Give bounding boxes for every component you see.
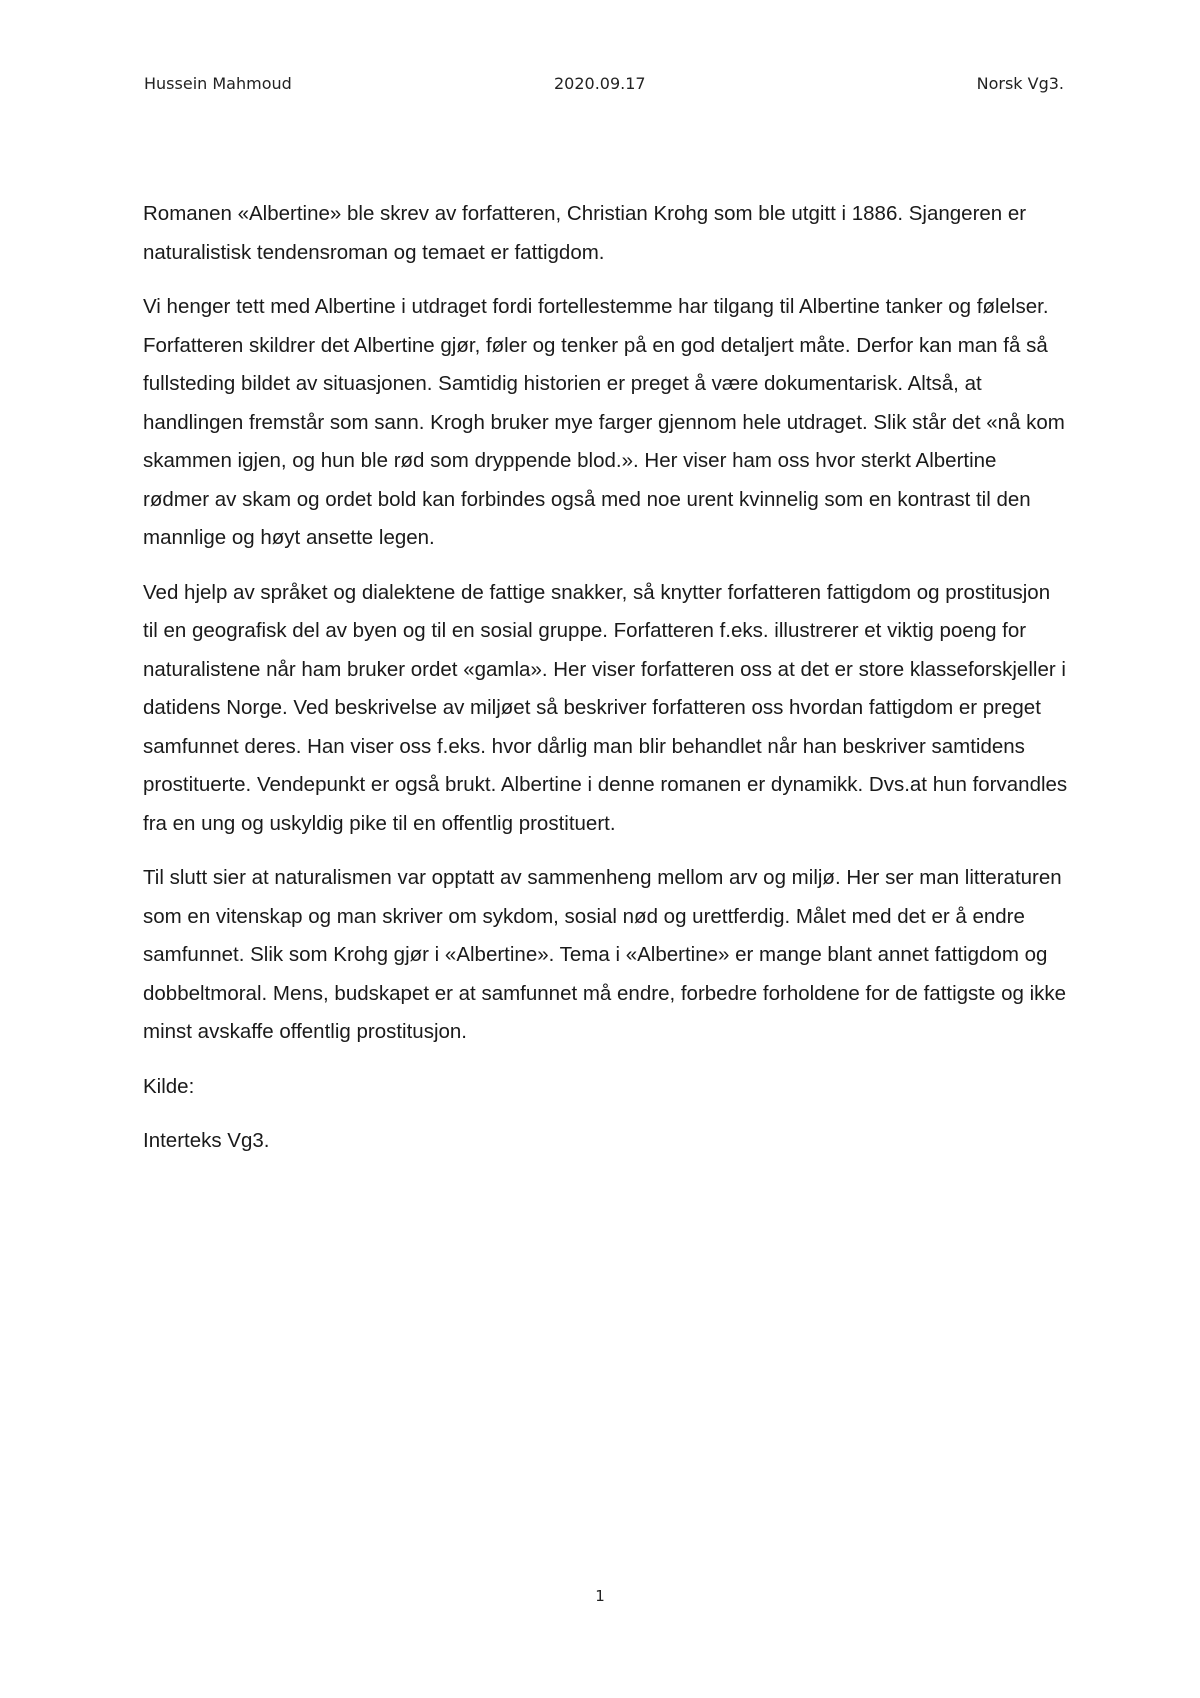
paragraph-conclusion: Til slutt sier at naturalismen var opptatt av sammenheng mellom arv og miljø. Her ser man litteraturen som en vitenskap og man skriver om sykdom, sosial nød og urettferdig. Målet med det er å endre samfunnet. Slik som Krohg gjør i «Albertine». Tema i «Albertine» er mange blant annet fattigdom og dobbeltmoral. Mens, budskapet er at samfunnet må endre, forbedre forholdene for de fattigste og ikke minst avskaffe offentlig prostitusjon.	[143, 866, 1067, 1043]
source-reference: Interteks Vg3.	[143, 1129, 270, 1152]
header-author: Hussein Mahmoud	[144, 74, 292, 93]
paragraph-narrator: Vi henger tett med Albertine i utdraget fordi fortellestemme har tilgang til Albertine tanker og følelser. Forfatteren skildrer det Albertine gjør, føler og tenker på en god detaljert måte. Derfor kan man få så fullsteding bildet av situasjonen. Samtidig historien er preget å være dokumentarisk. Altså, at handlingen fremstår som sann. Krogh bruker mye farger gjennom hele utdraget. Slik står det «nå kom skammen igjen, og hun ble rød som dryppende blod.». Her viser ham oss hvor sterkt Albertine rødmer av skam og ordet bold kan forbindes også med noe urent kvinnelig som en kontrast til den mannlige og høyt ansette legen.	[143, 295, 1065, 549]
header-date: 2020.09.17	[554, 74, 646, 93]
source-label: Kilde:	[143, 1074, 195, 1098]
header-subject: Norsk Vg3.	[976, 74, 1064, 93]
page-number: 1	[595, 1587, 605, 1605]
paragraph-intro: Romanen «Albertine» ble skrev av forfatteren, Christian Krohg som ble utgitt i 1886. Sjangeren er naturalistisk tendensroman og temaet er fattigdom.	[143, 202, 1027, 264]
document-body	[143, 195, 1068, 1177]
paragraph-language: Ved hjelp av språket og dialektene de fattige snakker, så knytter forfatteren fattigdom og prostitusjon til en geografisk del av byen og til en sosial gruppe. Forfatteren f.eks. illustrerer et viktig poeng for naturalistene når ham bruker ordet «gamla». Her viser forfatteren oss at det er store klasseforskjeller i datidens Norge. Ved beskrivelse av miljøet så beskriver forfatteren oss hvordan fattigdom er preget samfunnet deres. Han viser oss f.eks. hvor dårlig man blir behandlet når han beskriver samtidens prostituerte. Vendepunkt er også brukt. Albertine i denne romanen er dynamikk. Dvs.at hun forvandles fra en ung og uskyldig pike til en offentlig prostituert.	[143, 580, 1068, 835]
page-header	[144, 74, 1064, 100]
